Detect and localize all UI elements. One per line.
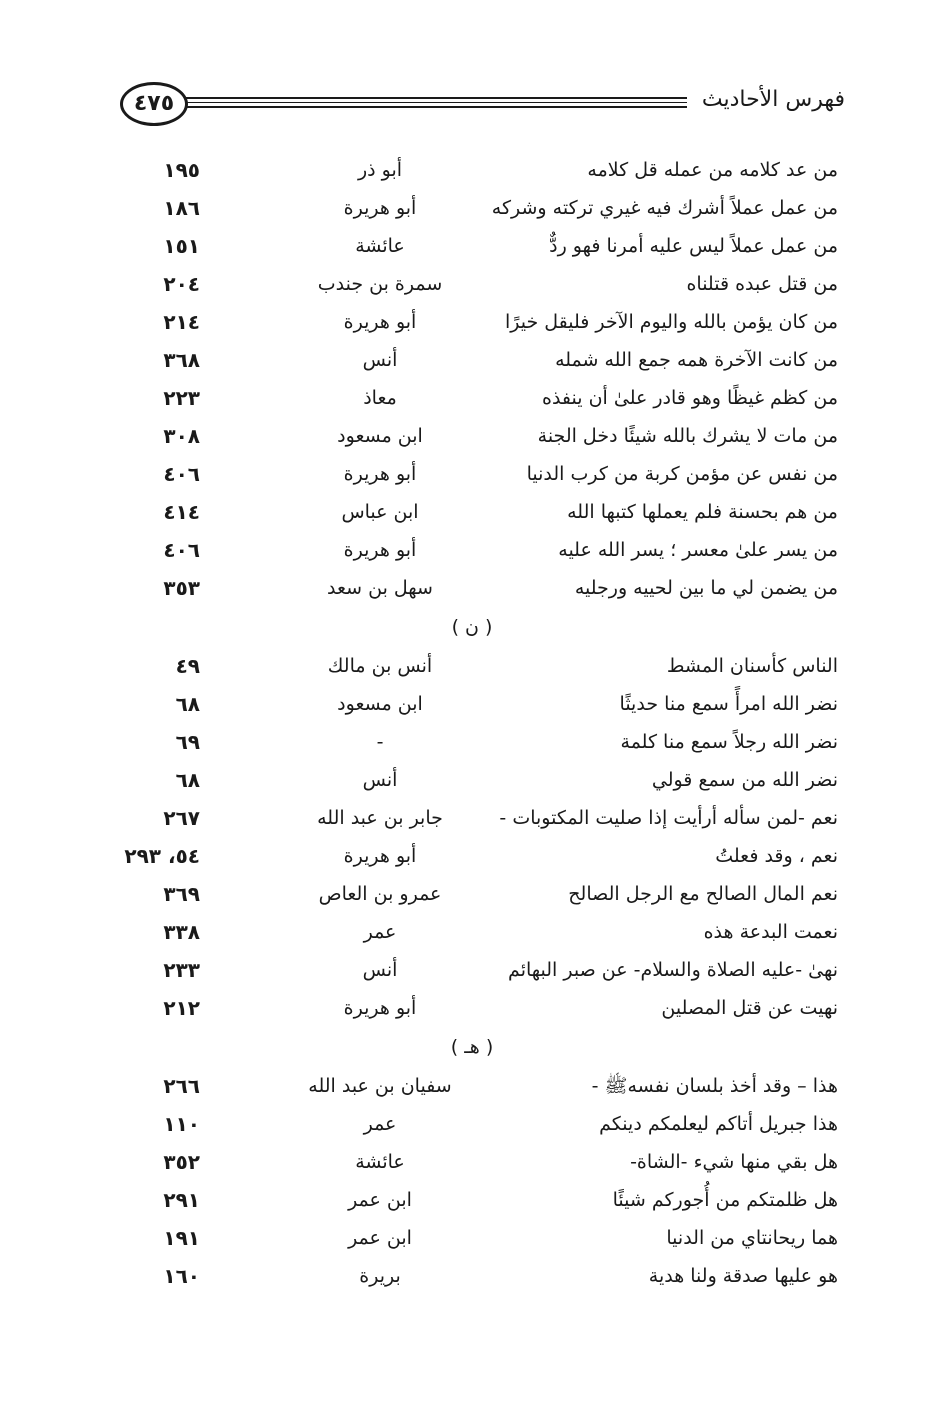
index-entry	[0, 570, 944, 606]
index-entry	[0, 800, 944, 836]
narrator: أبو هريرة	[343, 463, 417, 485]
narrator: سهل بن سعد	[327, 577, 433, 599]
hadith-text: الناس كأسنان المشط	[666, 655, 838, 677]
narrator: جابر بن عبد الله	[317, 807, 443, 829]
index-entry	[0, 1144, 944, 1180]
page-reference: ٣٦٩	[163, 882, 200, 906]
hadith-text: نهىٰ -عليه الصلاة والسلام- عن صبر البهائم	[508, 959, 838, 981]
page-reference: ٢١٢	[163, 996, 200, 1020]
narrator: ابن عمر	[348, 1189, 412, 1211]
hadith-text: من عد كلامه من عمله قل كلامه	[587, 159, 838, 181]
index-entry	[0, 914, 944, 950]
hadith-text: من نفس عن مؤمن كربة من كرب الدنيا	[526, 463, 838, 485]
index-entry	[0, 1182, 944, 1218]
index-entry	[0, 532, 944, 568]
page-reference: ٥٤، ٢٩٣	[124, 844, 200, 868]
narrator: أبو هريرة	[343, 539, 417, 561]
page-reference: ٢٢٣	[163, 386, 200, 410]
hadith-text: نضر الله من سمع قولي	[651, 769, 838, 791]
narrator: -	[376, 731, 384, 753]
narrator: أبو هريرة	[343, 845, 417, 867]
hadith-text: هو عليها صدقة ولنا هدية	[648, 1265, 838, 1287]
index-entry	[0, 304, 944, 340]
hadith-text: هما ريحانتاي من الدنيا	[666, 1227, 838, 1249]
hadith-text: نعم ، وقد فعلتُ	[715, 845, 838, 867]
page-reference: ٣٦٨	[163, 348, 200, 372]
index-entry	[0, 190, 944, 226]
hadith-text: نعم المال الصالح مع الرجل الصالح	[568, 883, 838, 905]
narrator: ابن مسعود	[337, 425, 423, 447]
narrator: أنس	[362, 349, 398, 371]
section-letter-heading: ( هـ )	[450, 1036, 494, 1058]
narrator: أنس	[362, 769, 398, 791]
narrator: ابن عمر	[348, 1227, 412, 1249]
hadith-text: هذا جبريل أتاكم ليعلمكم دينكم	[599, 1113, 838, 1135]
page-reference: ٣٥٢	[163, 1150, 200, 1174]
narrator: أبو هريرة	[343, 311, 417, 333]
running-title: فهرس الأحاديث	[701, 87, 845, 112]
page-reference: ٣٣٨	[163, 920, 200, 944]
index-entry	[0, 990, 944, 1026]
index-entry	[0, 686, 944, 722]
page-reference: ١٨٦	[163, 196, 200, 220]
index-entry	[0, 724, 944, 760]
index-entry	[0, 952, 944, 988]
index-entry	[0, 1258, 944, 1294]
narrator: معاذ	[363, 387, 397, 409]
narrator: أبو هريرة	[343, 997, 417, 1019]
page-reference: ١٥١	[163, 234, 200, 258]
hadith-text: هل بقي منها شيء -الشاة-	[630, 1151, 838, 1173]
section-letter-heading: ( ن )	[451, 616, 493, 638]
narrator: عائشة	[355, 1151, 405, 1173]
narrator: سفيان بن عبد الله	[308, 1075, 452, 1097]
index-entry	[0, 838, 944, 874]
index-entry	[0, 1106, 944, 1142]
hadith-text: نهيت عن قتل المصلين	[661, 997, 838, 1019]
page-reference: ٢٠٤	[163, 272, 200, 296]
hadith-text: من هم بحسنة فلم يعملها كتبها الله	[567, 501, 838, 523]
narrator: أبو ذر	[357, 159, 403, 181]
index-entry	[0, 1068, 944, 1104]
page-reference: ٤١٤	[163, 500, 200, 524]
hadith-text: نعمت البدعة هذه	[703, 921, 838, 943]
page-reference: ٢٦٧	[163, 806, 200, 830]
page-reference: ٢١٤	[163, 310, 200, 334]
hadith-text: هل ظلمتكم من أُجوركم شيئًا	[612, 1189, 838, 1211]
narrator: أبو هريرة	[343, 197, 417, 219]
index-entry	[0, 456, 944, 492]
index-entry	[0, 1220, 944, 1256]
index-entry	[0, 152, 944, 188]
page-reference: ٣٠٨	[163, 424, 200, 448]
narrator: عمرو بن العاص	[318, 883, 442, 905]
hadith-text: من كظم غيظًا وهو قادر علىٰ أن ينفذه	[541, 387, 838, 409]
page-reference: ٦٨	[175, 692, 200, 716]
page-reference: ٢٣٣	[163, 958, 200, 982]
page-reference: ١٩٥	[163, 158, 200, 182]
index-entry	[0, 418, 944, 454]
hadith-text: من قتل عبده قتلناه	[686, 273, 838, 295]
narrator: بريرة	[359, 1265, 401, 1287]
index-entry	[0, 876, 944, 912]
hadith-text: نضر الله امرأً سمع منا حديثًا	[619, 693, 838, 715]
page-reference: ٤٠٦	[163, 462, 200, 486]
narrator: عائشة	[355, 235, 405, 257]
hadith-text: من كانت الآخرة همه جمع الله شمله	[555, 349, 838, 371]
narrator: سمرة بن جندب	[317, 273, 443, 295]
hadith-text: هذا – وقد أخذ بلسان نفسهﷺ -	[591, 1075, 838, 1097]
page-reference: ٣٥٣	[163, 576, 200, 600]
hadith-text: نضر الله رجلاً سمع منا كلمة	[620, 731, 838, 753]
page-reference: ٦٩	[175, 730, 200, 754]
page-number: ٤٧٥	[120, 82, 188, 126]
narrator: ابن مسعود	[337, 693, 423, 715]
page-reference: ٤٠٦	[163, 538, 200, 562]
narrator: عمر	[363, 921, 397, 943]
hadith-text: من يسر علىٰ معسر ؛ يسر الله عليه	[558, 539, 838, 561]
page-reference: ٦٨	[175, 768, 200, 792]
index-entry	[0, 380, 944, 416]
page-reference: ١٩١	[163, 1226, 200, 1250]
hadith-text: من مات لا يشرك بالله شيئًا دخل الجنة	[537, 425, 838, 447]
page-reference: ٢٩١	[163, 1188, 200, 1212]
page-reference: ٢٦٦	[163, 1074, 200, 1098]
page-reference: ١١٠	[163, 1112, 200, 1136]
hadith-text: من عمل عملاً أشرك فيه غيري تركته وشركه	[491, 197, 838, 219]
hadith-text: من يضمن لي ما بين لحييه ورجليه	[574, 577, 838, 599]
narrator: أنس بن مالك	[327, 655, 433, 677]
narrator: أنس	[362, 959, 398, 981]
hadith-text: نعم -لمن سأله أرأيت إذا صليت المكتوبات -	[499, 807, 838, 829]
hadith-text: من كان يؤمن بالله واليوم الآخر فليقل خيرًا	[504, 311, 838, 333]
index-entry	[0, 266, 944, 302]
page-reference: ١٦٠	[163, 1264, 200, 1288]
narrator: عمر	[363, 1113, 397, 1135]
narrator: ابن عباس	[341, 501, 419, 523]
index-entry	[0, 648, 944, 684]
page-reference: ٤٩	[175, 654, 200, 678]
index-entry	[0, 762, 944, 798]
index-entry	[0, 228, 944, 264]
index-entry	[0, 342, 944, 378]
index-entry	[0, 494, 944, 530]
hadith-text: من عمل عملاً ليس عليه أمرنا فهو ردٌّ	[549, 235, 838, 257]
